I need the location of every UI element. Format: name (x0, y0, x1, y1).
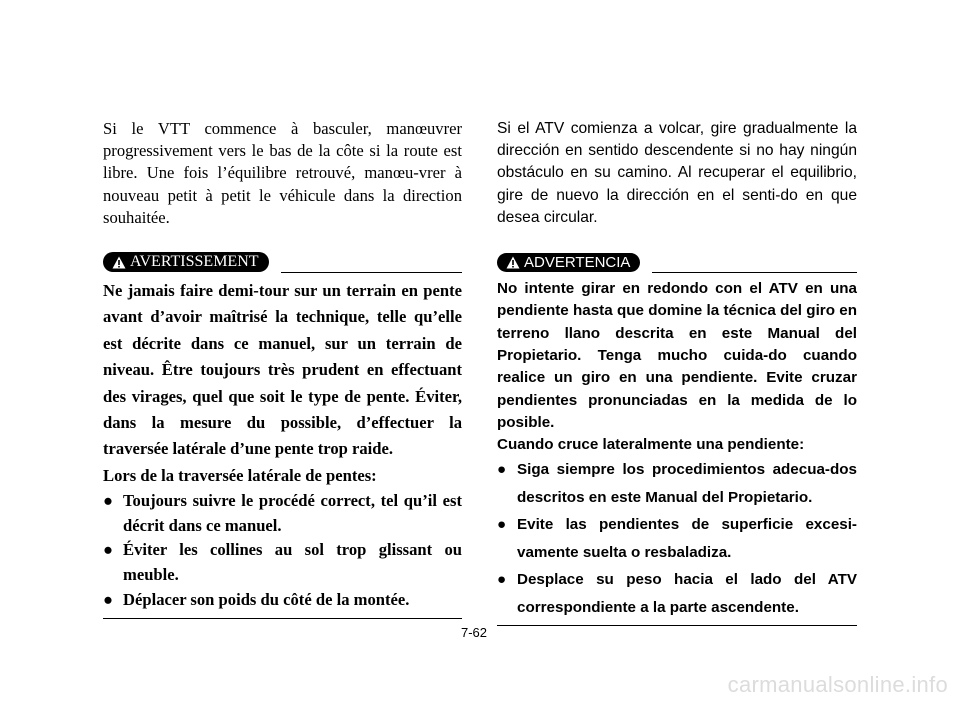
french-warning-badge (103, 252, 269, 272)
french-sub-heading: Lors de la traversée latérale de pentes: (103, 465, 377, 485)
french-warning-header (103, 251, 462, 273)
french-end-rule (103, 618, 462, 619)
spanish-warning-label: ADVERTENCIA (524, 253, 631, 271)
french-warning-text: Ne jamais faire demi-tour sur un terrain en pente avant d’avoir maîtrisé la technique, telle qu’elle est décrite dans ce manuel, sur un terrain de niveau. Être toujours très prudent en effectuant des virages, quel que soit le type de pente. Éviter, dans la mesure du possible, d’effectuer la traversée latérale d’une pente trop raide. (103, 281, 462, 459)
spanish-sub-heading: Cuando cruce lateralmente una pendiente: (497, 436, 805, 454)
bullet-icon: ● (103, 491, 114, 511)
bullet-icon: ● (497, 516, 507, 534)
bullet-icon: ● (497, 571, 507, 589)
spanish-intro-paragraph: Si el ATV comienza a volcar, gire gradualmente la dirección en sentido descendente si no hay ningún obstáculo en su camino. Al recuperar el equilibrio, gire de nuevo la dirección en el senti-do en que desea circular. (497, 120, 857, 226)
warning-triangle-icon (506, 256, 520, 269)
page-number: 7-62 (461, 625, 488, 640)
bullet-icon: ● (497, 461, 507, 479)
list-item: ● Siga siempre los procedimientos adecua-dos descritos en este Manual del Propietario. (497, 456, 857, 511)
list-item: ● Déplacer son poids du côté de la montée. (103, 588, 462, 613)
warning-triangle-icon (112, 256, 126, 269)
watermark: carmanualsonline.info (727, 672, 948, 697)
bullet-icon: ● (103, 540, 114, 560)
french-warning-body (103, 278, 462, 612)
spanish-warning-rule (652, 272, 857, 273)
spanish-warning-badge (497, 253, 640, 272)
french-intro-paragraph: Si le VTT commence à basculer, manœuvrer progressivement vers le bas de la côte si la route est libre. Une fois l’équilibre retrouvé, manœu-vrer à nouveau petit à petit le véhicule dans la direction souhaitée. (103, 119, 462, 227)
spanish-column (497, 118, 857, 626)
spanish-warning-header (497, 251, 857, 273)
french-warning-rule (281, 272, 462, 273)
french-warning-label: AVERTISSEMENT (130, 253, 259, 271)
bullet-icon: ● (103, 589, 114, 609)
list-item: ● Éviter les collines au sol trop glissant ou meuble. (103, 540, 462, 585)
french-column (103, 118, 462, 619)
list-item: ● Evite las pendientes de superficie excesi-vamente suelta o resbaladiza. (497, 511, 857, 566)
spanish-bullet-list (497, 456, 857, 621)
spanish-end-rule (497, 625, 857, 626)
spanish-warning-body (497, 278, 857, 621)
list-item: ● Toujours suivre le procédé correct, tel qu’il est décrit dans ce manuel. (103, 491, 462, 535)
list-item: ● Desplace su peso hacia el lado del ATV correspondiente a la parte ascendente. (497, 566, 857, 621)
spanish-warning-text: No intente girar en redondo con el ATV en una pendiente hasta que domine la técnica del giro en terreno llano descrita en este Manual del Propietario. Tenga mucho cuida-do cuando realice un giro en una pendiente. Evite cruzar pendientes pronunciadas en la medida de lo posible. (497, 280, 857, 431)
french-bullet-list (103, 489, 462, 612)
